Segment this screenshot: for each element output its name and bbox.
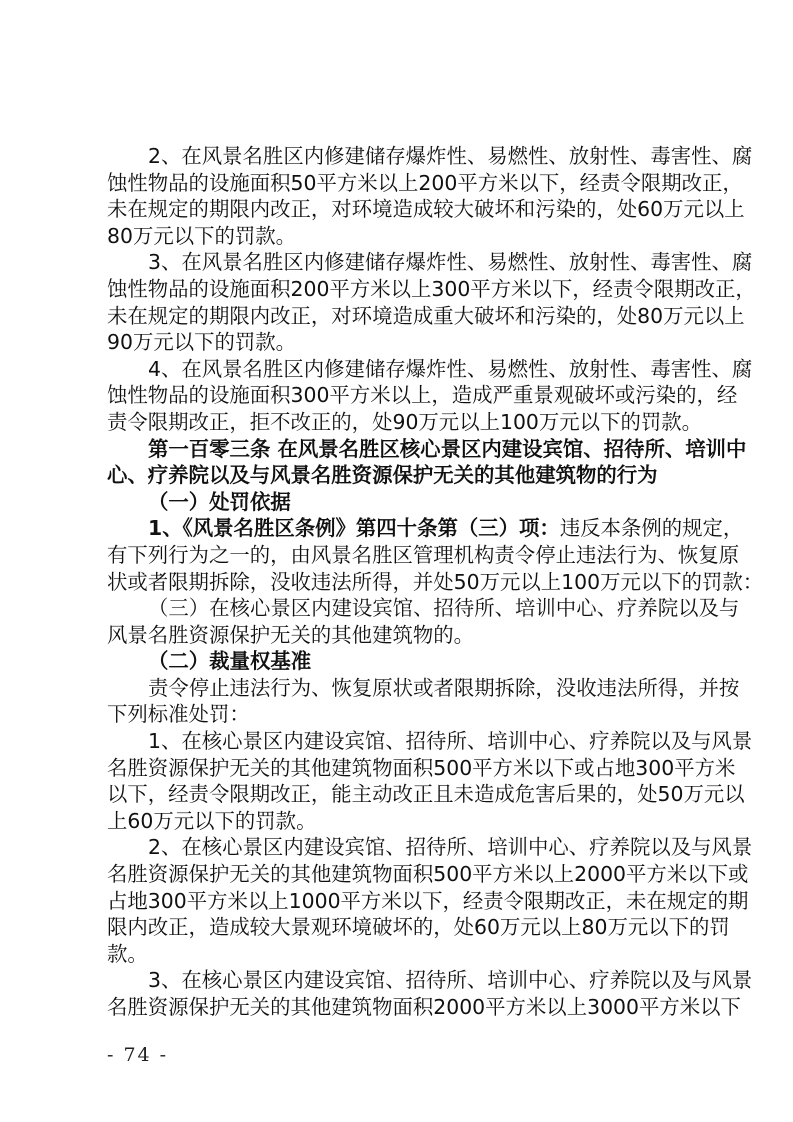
paragraph — [107, 515, 764, 595]
text-line: 款。 — [107, 941, 148, 966]
section-heading — [107, 648, 691, 675]
document-body — [107, 143, 764, 1021]
text-line: 有下列行为之一的，由风景名胜区管理机构责令停止违法行为、恢复原 — [107, 542, 740, 567]
text-line: 1、在核心景区内建设宾馆、招待所、培训中心、疗养院以及与风景 — [148, 729, 753, 754]
text-line: （一）处罚依据 — [148, 489, 291, 514]
text-line: 蚀性物品的设施面积200平方米以上300平方米以下，经责令限期改正， — [107, 276, 756, 301]
text-line: 心、疗养院以及与风景名胜资源保护无关的其他建筑物的行为 — [107, 463, 658, 488]
text-line: 90万元以下的罚款。 — [107, 330, 297, 355]
text-line: 以下，经责令限期改正，能主动改正且未造成危害后果的，处50万元以 — [107, 782, 745, 807]
text-line: 名胜资源保护无关的其他建筑物面积500平方米以下或占地300平方米 — [107, 755, 736, 780]
paragraph — [107, 356, 753, 436]
text-line: 2、在风景名胜区内修建储存爆炸性、易燃性、放射性、毒害性、腐 — [148, 144, 753, 168]
text-line: （二）裁量权基准 — [148, 649, 312, 674]
text-line: 未在规定的期限内改正，对环境造成较大破坏和污染的，处60万元以上 — [107, 197, 745, 222]
page-number: - 74 - — [107, 1044, 169, 1066]
section-heading — [107, 436, 747, 489]
paragraph — [107, 675, 740, 728]
text-line: 蚀性物品的设施面积50平方米以上200平方米以下，经责令限期改正， — [107, 170, 743, 195]
text-line: 名胜资源保护无关的其他建筑物面积500平方米以上2000平方米以下或 — [107, 862, 749, 887]
text-line: 未在规定的期限内改正，对环境造成重大破坏和污染的，处80万元以上 — [107, 303, 745, 328]
text-line: 责令停止违法行为、恢复原状或者限期拆除，没收违法所得，并按 — [148, 675, 740, 700]
text-line: 4、在风景名胜区内修建储存爆炸性、易燃性、放射性、毒害性、腐 — [148, 356, 753, 381]
paragraph — [107, 967, 753, 1020]
text-line: 责令限期改正，拒不改正的，处90万元以上100万元以下的罚款。 — [107, 409, 703, 434]
section-heading — [107, 489, 691, 516]
paragraph — [107, 143, 753, 249]
text-line: （三）在核心景区内建设宾馆、招待所、培训中心、疗养院以及与 — [148, 596, 740, 621]
text-line: 下列标准处罚： — [107, 702, 250, 727]
text-line — [107, 515, 744, 542]
text-line: 风景名胜资源保护无关的其他建筑物的。 — [107, 622, 475, 647]
text-line: 状或者限期拆除，没收违法所得，并处50万元以上100万元以下的罚款： — [107, 569, 764, 594]
line-text: 违反本条例的规定， — [559, 516, 744, 541]
text-line: 第一百零三条 在风景名胜区核心景区内建设宾馆、招待所、培训中 — [148, 436, 747, 461]
text-line: 3、在风景名胜区内修建储存爆炸性、易燃性、放射性、毒害性、腐 — [148, 250, 753, 275]
text-line: 限内改正，造成较大景观环境破坏的，处60万元以上80万元以下的罚 — [107, 915, 730, 940]
paragraph — [107, 834, 753, 967]
text-line: 80万元以下的罚款。 — [107, 223, 297, 248]
legal-citation: 1、《风景名胜区条例》第四十条第（三）项： — [148, 516, 560, 541]
text-line: 3、在核心景区内建设宾馆、招待所、培训中心、疗养院以及与风景 — [148, 968, 753, 993]
paragraph — [107, 728, 753, 834]
text-line: 2、在核心景区内建设宾馆、招待所、培训中心、疗养院以及与风景 — [148, 835, 753, 860]
paragraph — [107, 595, 740, 648]
text-line: 占地300平方米以上1000平方米以下，经责令限期改正，未在规定的期 — [107, 888, 749, 913]
paragraph — [107, 249, 756, 355]
text-line: 蚀性物品的设施面积300平方米以上，造成严重景观破坏或污染的，经 — [107, 383, 738, 408]
text-line: 上60万元以下的罚款。 — [107, 808, 317, 833]
text-line: 名胜资源保护无关的其他建筑物面积2000平方米以上3000平方米以下 — [107, 995, 741, 1019]
